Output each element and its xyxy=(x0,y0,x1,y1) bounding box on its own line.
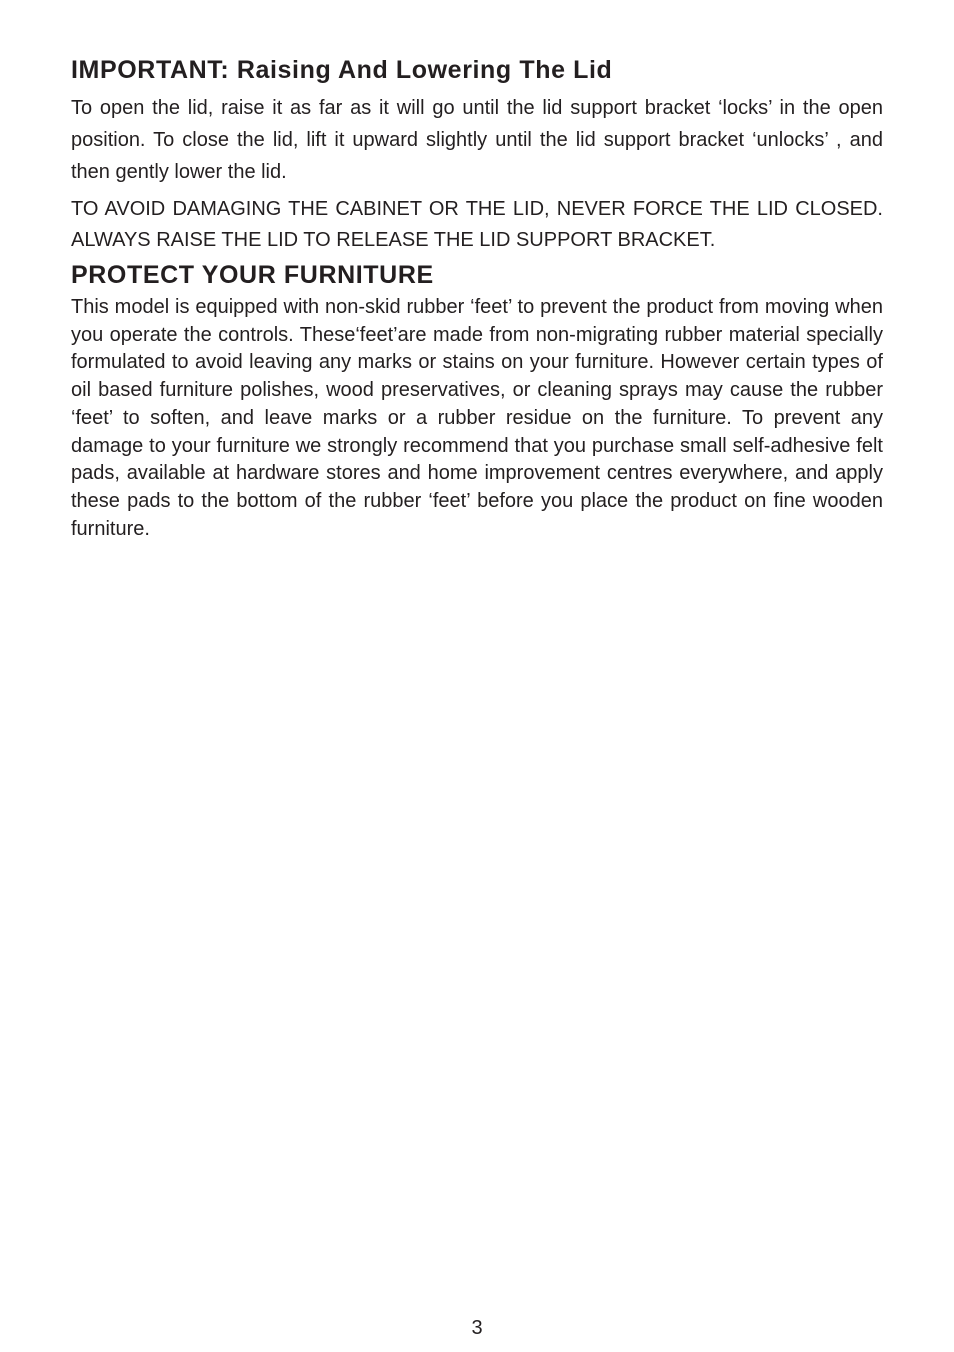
section-lid xyxy=(71,54,883,255)
manual-page xyxy=(71,54,883,543)
paragraph-lid-warning: TO AVOID DAMAGING THE CABINET OR THE LID, NEVER FORCE THE LID CLOSED. ALWAYS RAISE THE LID TO RELEASE THE LID SUPPORT BRACKET. xyxy=(71,198,883,251)
page-number: 3 xyxy=(471,1317,483,1339)
paragraph-lid-instructions: To open the lid, raise it as far as it will go until the lid support bracket ‘locks’ in the open position. To close the lid, lift it upward slightly until the lid support bracket ‘unlocks’ , and then gently lower the lid. xyxy=(71,97,883,183)
section-heading-furniture: PROTECT YOUR FURNITURE xyxy=(71,261,434,289)
section-furniture xyxy=(71,259,883,543)
paragraph-furniture-protection: This model is equipped with non-skid rubber ‘feet’ to prevent the product from moving when you operate the controls. These‘feet’are made from non-migrating rubber material specially formulated to avoid leaving any marks or stains on your furniture. However certain types of oil based furniture polishes, wood preservatives, or cleaning sprays may cause the rubber ‘feet’ to soften, and leave marks or a rubber residue on the furniture. To prevent any damage to your furniture we strongly recommend that you purchase small self-adhesive felt pads, available at hardware stores and home improvement centres everywhere, and apply these pads to the bottom of the rubber ‘feet’ before you place the product on fine wooden furniture. xyxy=(71,296,883,540)
section-heading-lid: IMPORTANT: Raising And Lowering The Lid xyxy=(71,56,613,84)
